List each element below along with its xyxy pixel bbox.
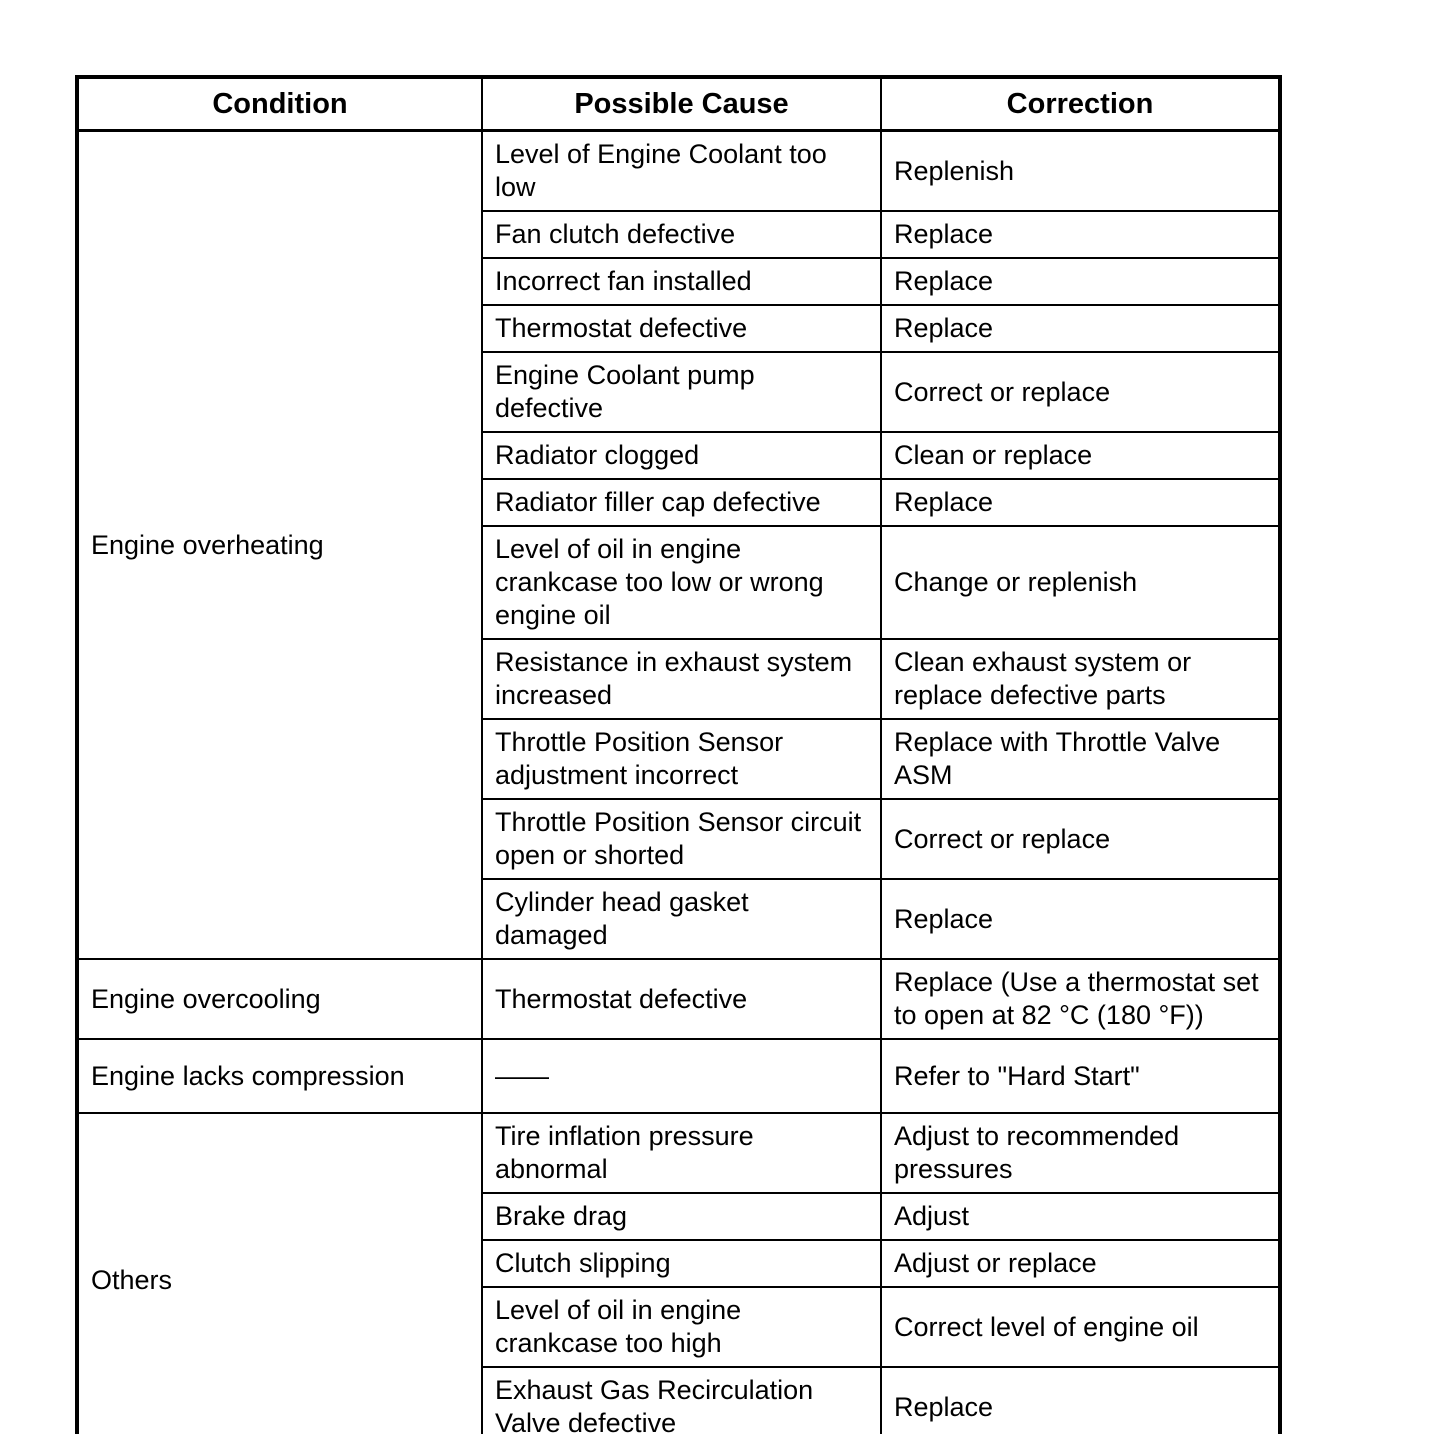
cause-cell: Incorrect fan installed <box>482 258 881 305</box>
correction-cell: Adjust to recommended pressures <box>881 1113 1280 1193</box>
table-header-row <box>77 77 1280 131</box>
correction-cell: Replace with Throttle Valve ASM <box>881 719 1280 799</box>
header-condition: Condition <box>77 77 482 131</box>
cause-cell: Tire inflation pressure abnormal <box>482 1113 881 1193</box>
cause-cell: Throttle Position Sensor adjustment incorrect <box>482 719 881 799</box>
correction-cell: Correct or replace <box>881 799 1280 879</box>
correction-cell: Change or replenish <box>881 526 1280 639</box>
correction-cell: Replace <box>881 879 1280 959</box>
cause-cell: —— <box>482 1039 881 1113</box>
cause-cell: Thermostat defective <box>482 959 881 1039</box>
cause-cell: Cylinder head gasket damaged <box>482 879 881 959</box>
correction-cell: Replace <box>881 305 1280 352</box>
troubleshooting-table <box>75 75 1282 1434</box>
condition-cell: Engine overheating <box>77 131 482 960</box>
cause-cell: Radiator clogged <box>482 432 881 479</box>
correction-cell: Clean or replace <box>881 432 1280 479</box>
cause-cell: Radiator filler cap defective <box>482 479 881 526</box>
table-row <box>77 1039 1280 1113</box>
table-row <box>77 1113 1280 1193</box>
condition-cell: Others <box>77 1113 482 1434</box>
header-possible-cause: Possible Cause <box>482 77 881 131</box>
cause-cell: Level of oil in engine crankcase too low or wrong engine oil <box>482 526 881 639</box>
condition-cell: Engine overcooling <box>77 959 482 1039</box>
cause-cell: Level of Engine Coolant too low <box>482 131 881 212</box>
table-row <box>77 959 1280 1039</box>
cause-cell: Thermostat defective <box>482 305 881 352</box>
correction-cell: Replenish <box>881 131 1280 212</box>
cause-cell: Resistance in exhaust system increased <box>482 639 881 719</box>
correction-cell: Replace <box>881 258 1280 305</box>
correction-cell: Refer to "Hard Start" <box>881 1039 1280 1113</box>
cause-cell: Brake drag <box>482 1193 881 1240</box>
cause-cell: Throttle Position Sensor circuit open or shorted <box>482 799 881 879</box>
correction-cell: Replace (Use a thermostat set to open at 82 °C (180 °F)) <box>881 959 1280 1039</box>
correction-cell: Adjust <box>881 1193 1280 1240</box>
correction-cell: Replace <box>881 479 1280 526</box>
header-correction: Correction <box>881 77 1280 131</box>
correction-cell: Correct or replace <box>881 352 1280 432</box>
cause-cell: Exhaust Gas Recirculation Valve defective <box>482 1367 881 1434</box>
correction-cell: Clean exhaust system or replace defective parts <box>881 639 1280 719</box>
correction-cell: Correct level of engine oil <box>881 1287 1280 1367</box>
cause-cell: Level of oil in engine crankcase too high <box>482 1287 881 1367</box>
correction-cell: Adjust or replace <box>881 1240 1280 1287</box>
correction-cell: Replace <box>881 1367 1280 1434</box>
cause-cell: Clutch slipping <box>482 1240 881 1287</box>
cause-cell: Fan clutch defective <box>482 211 881 258</box>
correction-cell: Replace <box>881 211 1280 258</box>
table-row <box>77 131 1280 212</box>
cause-cell: Engine Coolant pump defective <box>482 352 881 432</box>
condition-cell: Engine lacks compression <box>77 1039 482 1113</box>
